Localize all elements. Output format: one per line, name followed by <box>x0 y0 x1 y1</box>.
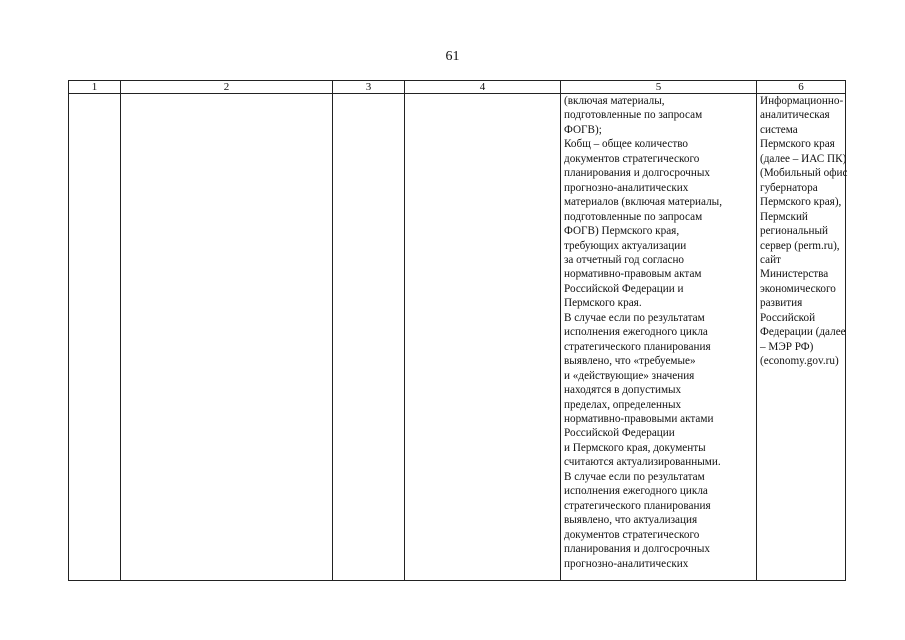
table-row <box>69 94 846 581</box>
document-table <box>68 80 846 581</box>
column-header-3: 3 <box>333 81 405 94</box>
cell-col5 <box>561 94 757 581</box>
cell-col2 <box>121 94 333 581</box>
cell-col6 <box>757 94 846 581</box>
cell-col4 <box>405 94 561 581</box>
column-header-6: 6 <box>757 81 846 94</box>
data-source-text: Информационно- аналитическая система Пермского края (далее – ИАС ПК) (Мобильный офис губернатора Пермского края), Пермский региональный сервер (perm.ru), сайт Министерства экономического развития Российской Федерации (далее – МЭР РФ) (economy.gov.ru) <box>760 95 848 368</box>
cell-col3 <box>333 94 405 581</box>
column-header-4: 4 <box>405 81 561 94</box>
table-header-row <box>69 81 846 94</box>
column-header-5: 5 <box>561 81 757 94</box>
page-number: 61 <box>445 49 460 64</box>
cell-col1 <box>69 94 121 581</box>
column-header-2: 2 <box>121 81 333 94</box>
indicator-description-text: (включая материалы, подготовленные по запросам ФОГВ); Кобщ – общее количество документов стратегического планирования и долгосрочных прогнозно-аналитических материалов (включая материалы, подготовленные по запросам ФОГВ) Пермского края, требующих актуализации за отчетный год согласно нормативно-правовым актам Российской Федерации и Пермского края. В случае если по результатам исполнения ежегодного цикла стратегического планирования выявлено, что «требуемые» и «действующие» значения находятся в допустимых пределах, определенных нормативно-правовыми актами Российской Федерации и Пермского края, документы считаются актуализированными. В случае если по результатам исполнения ежегодного цикла стратегического планирования выявлено, что актуализация документов стратегического планирования и долгосрочных прогнозно-аналитических <box>564 95 723 570</box>
column-header-1: 1 <box>69 81 121 94</box>
